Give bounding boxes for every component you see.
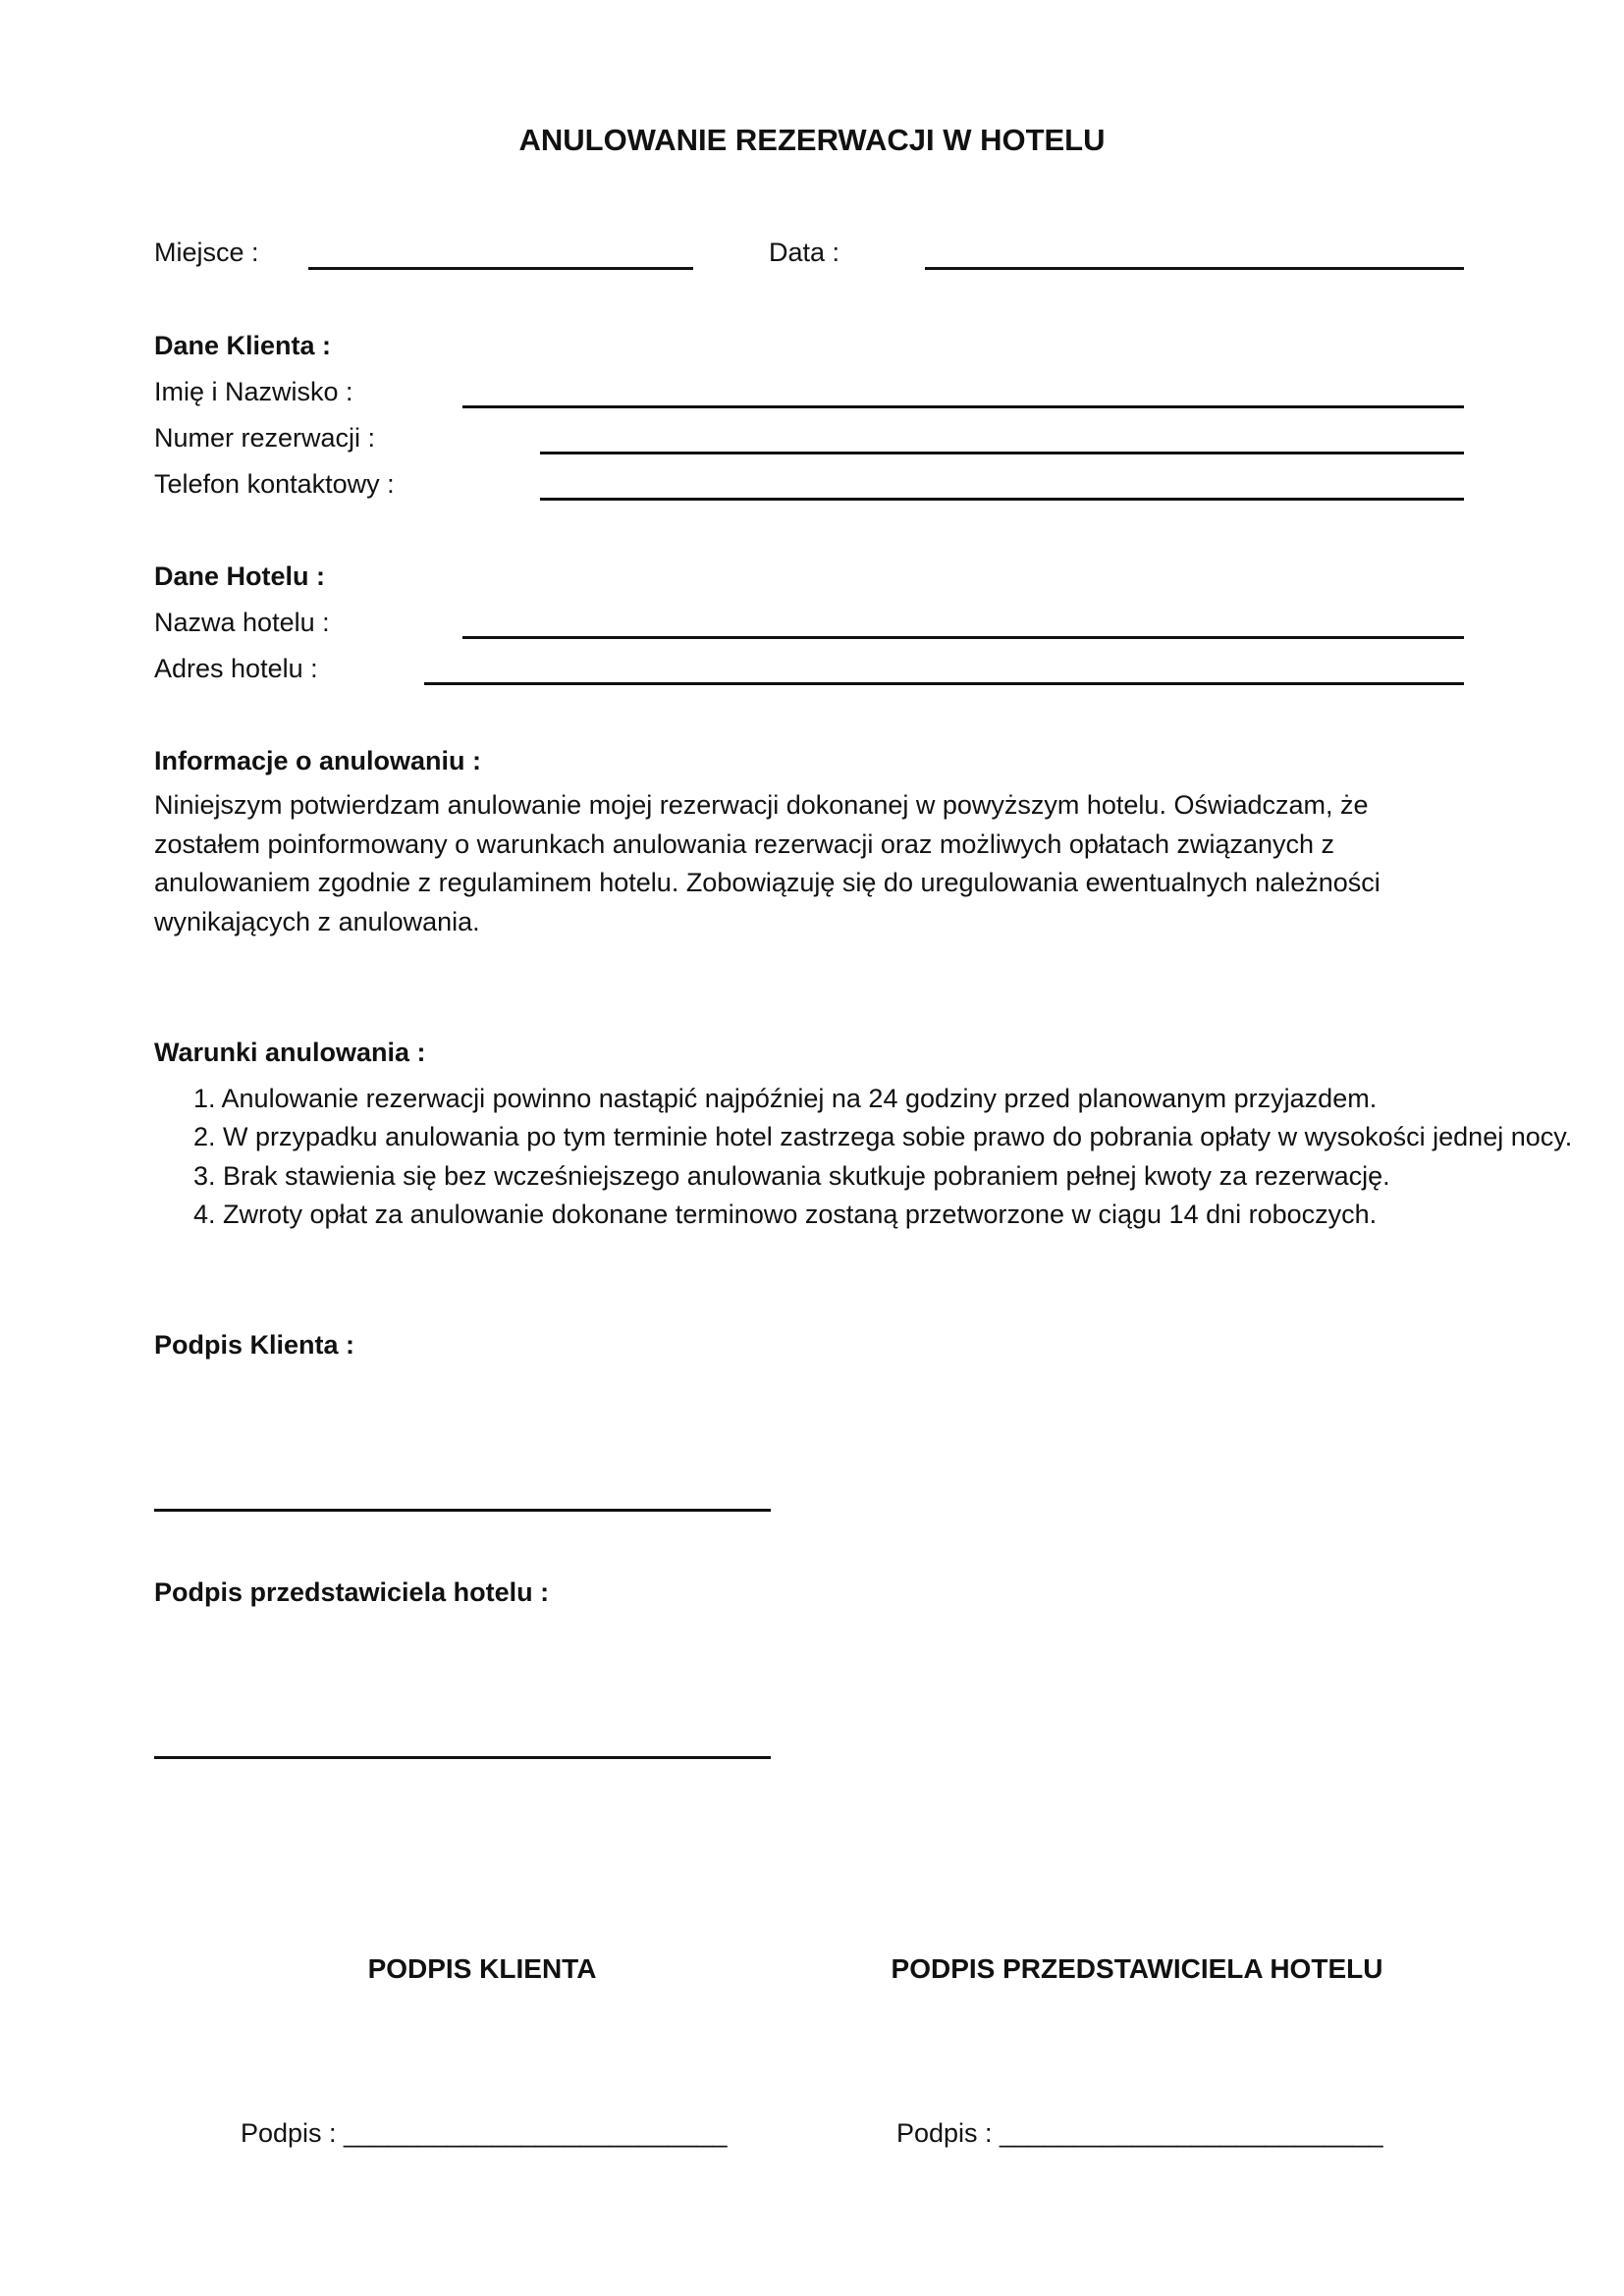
client-sign-field[interactable]: Podpis : __________________________ [241, 2118, 728, 2148]
reservation-number-label: Numer rezerwacji : [154, 423, 376, 453]
condition-item: 1. Anulowanie rezerwacji powinno nastąpić najpóźniej na 24 godziny przed planowanym przyjazdem. [193, 1084, 1378, 1113]
condition-item: 3. Brak stawienia się bez wcześniejszego anulowania skutkuje pobraniem pełnej kwoty za rezerwację. [193, 1161, 1390, 1191]
cancellation-info-heading: Informacje o anulowaniu : [154, 746, 482, 775]
place-field-line[interactable] [308, 267, 693, 270]
document-title: ANULOWANIE REZERWACJI W HOTELU [518, 123, 1106, 157]
cancellation-info-line: wynikających z anulowania. [154, 907, 480, 936]
hotel-rep-signature-line[interactable] [154, 1756, 771, 1759]
client-signature-heading: Podpis Klienta : [154, 1330, 355, 1360]
cancellation-info-line: anulowaniem zgodnie z regulaminem hotelu. Zobowiązuję się do uregulowania ewentualnych należności [154, 868, 1380, 897]
client-signature-caption: PODPIS KLIENTA [367, 1953, 597, 1984]
reservation-number-field-line[interactable] [540, 452, 1464, 454]
client-section-heading: Dane Klienta : [154, 331, 332, 360]
date-label: Data : [769, 238, 840, 267]
conditions-heading: Warunki anulowania : [154, 1038, 426, 1067]
hotel-address-label: Adres hotelu : [154, 654, 318, 683]
cancellation-info-line: Niniejszym potwierdzam anulowanie mojej rezerwacji dokonanej w powyższym hotelu. Oświadczam, że [154, 790, 1369, 820]
hotel-rep-signature-heading: Podpis przedstawiciela hotelu : [154, 1577, 550, 1607]
cancellation-info-line: zostałem poinformowany o warunkach anulowania rezerwacji oraz możliwych opłatach związanych z [154, 829, 1335, 859]
client-name-label: Imię i Nazwisko : [154, 377, 353, 406]
hotel-section-heading: Dane Hotelu : [154, 561, 326, 591]
hotel-sign-field[interactable]: Podpis : __________________________ [896, 2118, 1383, 2148]
hotel-address-field-line[interactable] [424, 682, 1464, 685]
hotel-name-label: Nazwa hotelu : [154, 608, 330, 637]
date-field-line[interactable] [925, 267, 1464, 270]
hotel-signature-caption: PODPIS PRZEDSTAWICIELA HOTELU [891, 1953, 1383, 1984]
phone-label: Telefon kontaktowy : [154, 469, 395, 499]
condition-item: 4. Zwroty opłat za anulowanie dokonane terminowo zostaną przetworzone w ciągu 14 dni roboczych. [193, 1200, 1378, 1229]
condition-item: 2. W przypadku anulowania po tym terminie hotel zastrzega sobie prawo do pobrania opłaty w wysokości jednej nocy. [193, 1122, 1573, 1151]
place-label: Miejsce : [154, 238, 259, 267]
client-name-field-line[interactable] [462, 405, 1464, 408]
phone-field-line[interactable] [540, 498, 1464, 501]
hotel-name-field-line[interactable] [462, 636, 1464, 639]
client-signature-line[interactable] [154, 1509, 771, 1512]
